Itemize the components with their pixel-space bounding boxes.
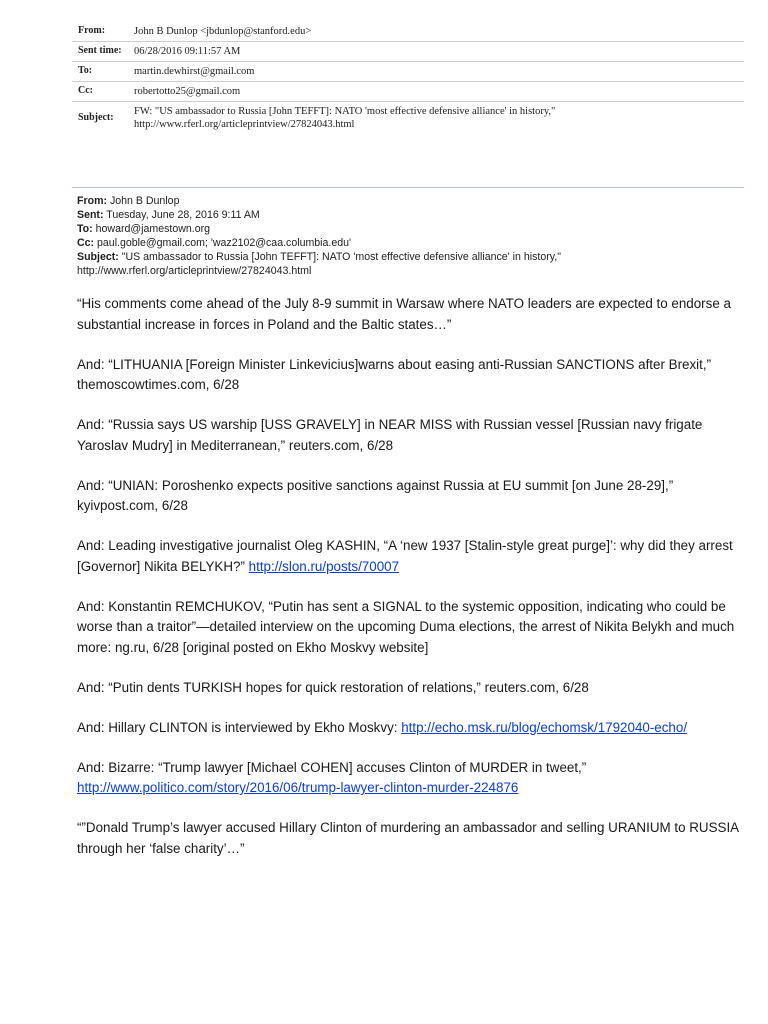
forward-to-row (72, 62, 744, 82)
inner-to-value: howard@jamestown.org (92, 223, 211, 235)
forward-cc-row (72, 82, 744, 102)
inner-cc-label: Cc: (77, 237, 95, 249)
body-paragraph-4: And: “UNIAN: Poroshenko expects positive sanctions against Russia at EU summit [on June 28-29],” kyivpost.com, 6/28 (77, 477, 674, 513)
forward-header-table (72, 22, 744, 134)
body-paragraph-6: And: Konstantin REMCHUKOV, “Putin has sent a SIGNAL to the systemic opposition, indicating who could be worse than a traitor”—detailed interview on the upcoming Duma elections, the arrest of Nikita Belykh and much more: ng.ru, 6/28 [original posted on Ekho Moskvy website] (77, 598, 735, 655)
inner-from-label: From: (77, 195, 108, 207)
forward-from-value: John B Dunlop <jbdunlop@stanford.edu> (134, 26, 312, 37)
inner-sent-line (77, 208, 737, 222)
inner-subject-url: http://www.rferl.org/articleprintview/27824043.html (77, 265, 312, 277)
forward-from-row (72, 22, 744, 42)
inner-subject-line (77, 250, 737, 264)
forward-cc-value: robertotto25@gmail.com (134, 86, 241, 97)
inner-cc-line (77, 236, 737, 250)
forward-sent-value: 06/28/2016 09:11:57 AM (134, 46, 241, 57)
forward-subject-line-1: FW: "US ambassador to Russia [John TEFFT]: NATO 'most effective defensive alliance' in history," (134, 106, 556, 117)
body-paragraph-8 (77, 718, 743, 739)
forward-to-value: martin.dewhirst@gmail.com (134, 66, 255, 77)
body-paragraph-9-text: And: Bizarre: “Trump lawyer [Michael COHEN] accuses Clinton of MURDER in tweet,” (77, 759, 587, 775)
politico-link[interactable]: http://www.politico.com/story/2016/06/trump-lawyer-clinton-murder-224876 (77, 780, 519, 795)
body-paragraph-1: “His comments come ahead of the July 8-9 summit in Warsaw where NATO leaders are expected to endorse a substantial increase in forces in Poland and the Baltic states…” (77, 296, 731, 332)
inner-email-header (77, 194, 737, 278)
forward-subject-label: Subject: (78, 112, 114, 123)
inner-from-value: John B Dunlop (107, 195, 180, 207)
body-paragraph-10: “”Donald Trump’s lawyer accused Hillary Clinton of murdering an ambassador and selling URANIUM to RUSSIA through her ‘false charity’…” (77, 820, 739, 856)
inner-subject-value: "US ambassador to Russia [John TEFFT]: NATO 'most effective defensive alliance' in history," (118, 251, 561, 263)
inner-sent-value: Tuesday, June 28, 2016 9:11 AM (103, 209, 260, 221)
forward-sent-row (72, 42, 744, 62)
inner-sent-label: Sent: (77, 209, 104, 221)
inner-to-label: To: (77, 223, 93, 235)
slon-article-link[interactable]: http://slon.ru/posts/70007 (248, 558, 400, 574)
forward-sent-label: Sent time: (78, 45, 122, 56)
body-paragraph-8-text: And: Hillary CLINTON is interviewed by Ekho Moskvy: (77, 719, 402, 735)
forward-subject-row (72, 102, 744, 134)
body-paragraph-5 (77, 536, 743, 577)
body-paragraph-7: And: “Putin dents TURKISH hopes for quick restoration of relations,” reuters.com, 6/28 (77, 679, 589, 695)
header-separator (72, 187, 744, 188)
body-paragraph-9 (77, 758, 743, 799)
inner-subject-label: Subject: (77, 251, 119, 263)
inner-to-line (77, 222, 737, 236)
forward-from-label: From: (78, 25, 106, 36)
forward-subject-value (134, 105, 744, 131)
email-body (77, 294, 743, 879)
body-paragraph-3: And: “Russia says US warship [USS GRAVELY] in NEAR MISS with Russian vessel [Russian navy frigate Yaroslav Mudry] in Mediterranean,” reuters.com, 6/28 (77, 417, 703, 453)
forward-cc-label: Cc: (78, 85, 93, 96)
forward-subject-line-2: http://www.rferl.org/articleprintview/27824043.html (134, 119, 355, 130)
body-paragraph-5-text: And: Leading investigative journalist Oleg KASHIN, “A ‘new 1937 [Stalin-style great purge]’: why did they arrest [Governor] Nikita BELYKH?” (77, 538, 733, 574)
inner-cc-value: paul.goble@gmail.com; 'waz2102@caa.columbia.edu' (94, 237, 352, 249)
echo-msk-link[interactable]: http://echo.msk.ru/blog/echomsk/1792040-echo/ (401, 719, 688, 735)
inner-from-line (77, 194, 737, 208)
forward-to-label: To: (78, 65, 93, 76)
body-paragraph-2: And: “LITHUANIA [Foreign Minister Linkevicius]warns about easing anti-Russian SANCTIONS after Brexit,” themoscowtimes.com, 6/28 (77, 356, 712, 392)
